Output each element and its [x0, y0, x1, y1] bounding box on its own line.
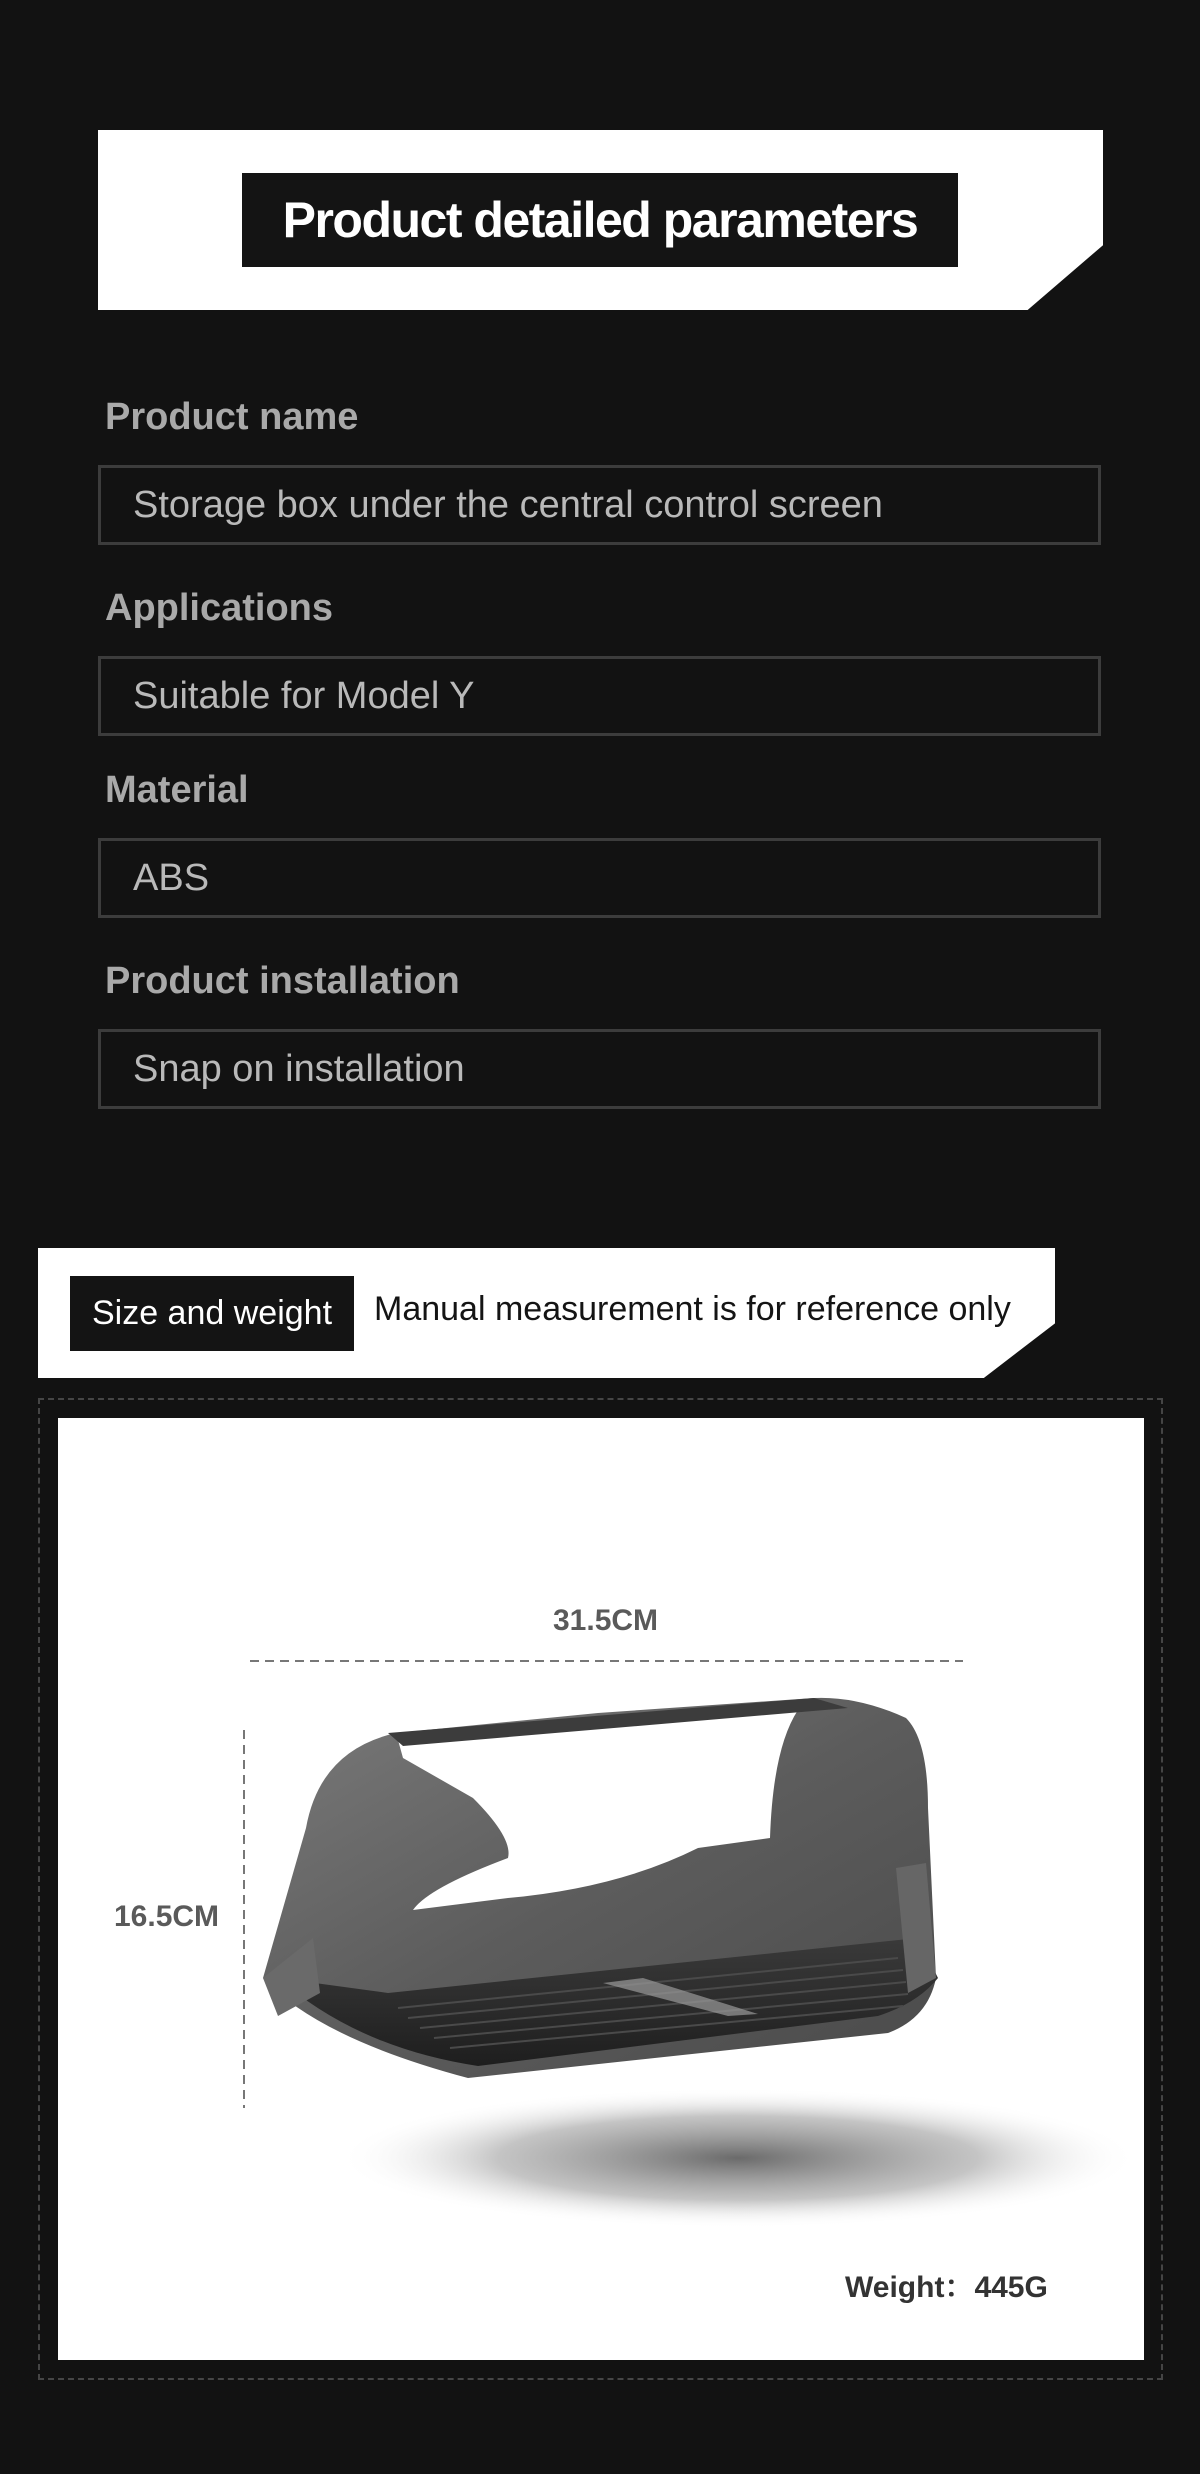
product-shadow — [338, 2088, 1138, 2228]
param-label-material: Material — [105, 769, 249, 811]
weight-info — [845, 2262, 1048, 2306]
product-image — [58, 1418, 1144, 2360]
width-label: 31.5CM — [553, 1604, 659, 1637]
weight-label: Weight： — [845, 2271, 975, 2304]
param-value-material: ABS — [98, 838, 1101, 918]
param-value-applications: Suitable for Model Y — [98, 656, 1101, 736]
param-label-product-name: Product name — [105, 396, 359, 438]
weight-value: 445G — [974, 2271, 1048, 2304]
param-label-applications: Applications — [105, 587, 334, 629]
measurement-note: Manual measurement is for reference only — [374, 1290, 1011, 1328]
param-value-product-name: Storage box under the central control screen — [98, 465, 1101, 545]
page-title: Product detailed parameters — [242, 173, 958, 267]
param-value-product-installation: Snap on installation — [98, 1029, 1101, 1109]
height-label: 16.5CM — [114, 1900, 220, 1933]
param-label-product-installation: Product installation — [105, 960, 460, 1002]
size-weight-tag: Size and weight — [70, 1276, 354, 1351]
